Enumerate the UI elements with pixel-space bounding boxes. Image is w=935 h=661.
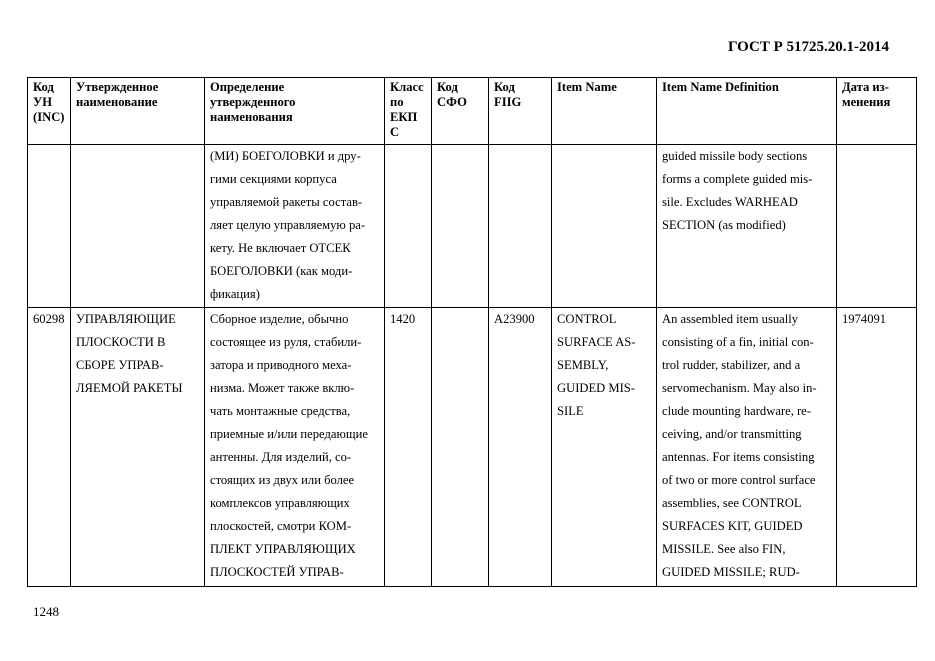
cell-definition [205, 145, 385, 308]
column-header-definition [205, 78, 385, 145]
cell-text-line: sile. Excludes WARHEAD [662, 195, 798, 209]
cell-inc [28, 308, 71, 587]
cell-text-line: ПЛЕКТ УПРАВЛЯЮЩИХ [210, 542, 356, 556]
header-text-line: Item Name Definition [662, 80, 779, 94]
cell-fiig [489, 145, 552, 308]
cell-text-line: приемные и/или передающие [210, 427, 368, 441]
cell-text-line: of two or more control surface [662, 473, 816, 487]
header-text-line: Утвержденное [76, 80, 159, 94]
document-standard-number: ГОСТ Р 51725.20.1-2014 [727, 39, 889, 55]
cell-approved-name [71, 145, 205, 308]
cell-text-line: гими секциями корпуса [210, 172, 337, 186]
cell-text-line: servomechanism. May also in- [662, 381, 817, 395]
column-header-approved-name [71, 78, 205, 145]
cell-item-definition [657, 308, 837, 587]
header-text-line: утвержденного [210, 95, 296, 109]
header-text-line: наименования [210, 110, 293, 124]
cell-text-line: SURFACE AS- [557, 335, 636, 349]
cell-text-line: управляемой ракеты состав- [210, 195, 363, 209]
header-text-line: менения [842, 95, 891, 109]
cell-text-line: низма. Может также вклю- [210, 381, 355, 395]
cell-text-line: комплексов управляющих [210, 496, 350, 510]
cell-text-line: SURFACES KIT, GUIDED [662, 519, 803, 533]
column-header-fiig [489, 78, 552, 145]
cell-text-line: MISSILE. See also FIN, [662, 542, 786, 556]
header-text-line: Определение [210, 80, 285, 94]
cell-text-line: ляет целую управляемую ра- [210, 218, 366, 232]
cell-text-line: CONTROL [557, 312, 617, 326]
cell-text-line: кету. Не включает ОТСЕК [210, 241, 351, 255]
header-text-line: наименование [76, 95, 158, 109]
cell-text-line: GUIDED MISSILE; RUD- [662, 565, 800, 579]
cell-text-line: antennas. For items consisting [662, 450, 815, 464]
cell-fiig [489, 308, 552, 587]
cell-text-line: плоскостей, смотри КОМ- [210, 519, 352, 533]
table-row [28, 308, 917, 587]
column-header-item-definition [657, 78, 837, 145]
column-header-sfo [432, 78, 489, 145]
cell-class [385, 308, 432, 587]
cell-text-line: УПРАВЛЯЮЩИЕ [76, 312, 176, 326]
header-text-line: Item Name [557, 80, 617, 94]
cell-text-line: forms a complete guided mis- [662, 172, 813, 186]
column-header-change-date [837, 78, 917, 145]
header-text-line: FIIG [494, 95, 522, 109]
cell-text-line: фикация) [210, 287, 260, 301]
cell-text: 60298 [33, 312, 65, 326]
cell-text-line: consisting of a fin, initial con- [662, 335, 814, 349]
cell-text-line: (МИ) БОЕГОЛОВКИ и дру- [210, 149, 361, 163]
cell-item-name [552, 145, 657, 308]
cell-change-date [837, 308, 917, 587]
cell-sfo [432, 308, 489, 587]
header-text-line: Дата из- [842, 80, 889, 94]
cell-text-line: SILE [557, 404, 584, 418]
header-text-line: по [390, 95, 404, 109]
header-text-line: СФО [437, 95, 467, 109]
table-header-row [28, 78, 917, 145]
cell-text: 1974091 [842, 312, 887, 326]
column-header-inc [28, 78, 71, 145]
cell-text-line: assemblies, see CONTROL [662, 496, 802, 510]
cell-text-line: SECTION (as modified) [662, 218, 786, 232]
page-number: 1248 [33, 604, 59, 619]
cell-text-line: ПЛОСКОСТЕЙ УПРАВ- [210, 565, 344, 579]
cell-text: 1420 [390, 312, 416, 326]
cell-text-line: состоящее из руля, стабили- [210, 335, 362, 349]
cell-text-line: антенны. Для изделий, со- [210, 450, 352, 464]
table-row [28, 145, 917, 308]
cell-class [385, 145, 432, 308]
header-text-line: Код [494, 80, 515, 94]
cell-item-name [552, 308, 657, 587]
header-text-line: Класс [390, 80, 424, 94]
header-text-line: Код [437, 80, 458, 94]
column-header-class [385, 78, 432, 145]
cell-text-line: стоящих из двух или более [210, 473, 355, 487]
cell-text-line: Сборное изделие, обычно [210, 312, 349, 326]
column-header-item-name [552, 78, 657, 145]
cell-text-line: затора и приводного меха- [210, 358, 352, 372]
header-text-line: Код [33, 80, 54, 94]
cell-text-line: guided missile body sections [662, 149, 808, 163]
header-text-line: С [390, 125, 400, 139]
catalog-table [27, 77, 917, 587]
cell-text-line: БОЕГОЛОВКИ (как моди- [210, 264, 353, 278]
cell-text-line: trol rudder, stabilizer, and a [662, 358, 801, 372]
header-text-line: ЕКП [390, 110, 418, 124]
cell-item-definition [657, 145, 837, 308]
cell-change-date [837, 145, 917, 308]
cell-approved-name [71, 308, 205, 587]
cell-text-line: чать монтажные средства, [210, 404, 351, 418]
cell-text: A23900 [494, 312, 535, 326]
cell-text-line: ceiving, and/or transmitting [662, 427, 802, 441]
cell-inc [28, 145, 71, 308]
cell-text-line: ПЛОСКОСТИ В [76, 335, 166, 349]
cell-text-line: GUIDED MIS- [557, 381, 636, 395]
cell-text-line: An assembled item usually [662, 312, 799, 326]
header-text-line: (INC) [33, 110, 65, 124]
cell-definition [205, 308, 385, 587]
cell-text-line: ЛЯЕМОЙ РАКЕТЫ [76, 381, 183, 395]
cell-text-line: clude mounting hardware, re- [662, 404, 811, 418]
cell-text-line: SEMBLY, [557, 358, 609, 372]
cell-text-line: СБОРЕ УПРАВ- [76, 358, 164, 372]
cell-sfo [432, 145, 489, 308]
header-text-line: УН [33, 95, 53, 109]
